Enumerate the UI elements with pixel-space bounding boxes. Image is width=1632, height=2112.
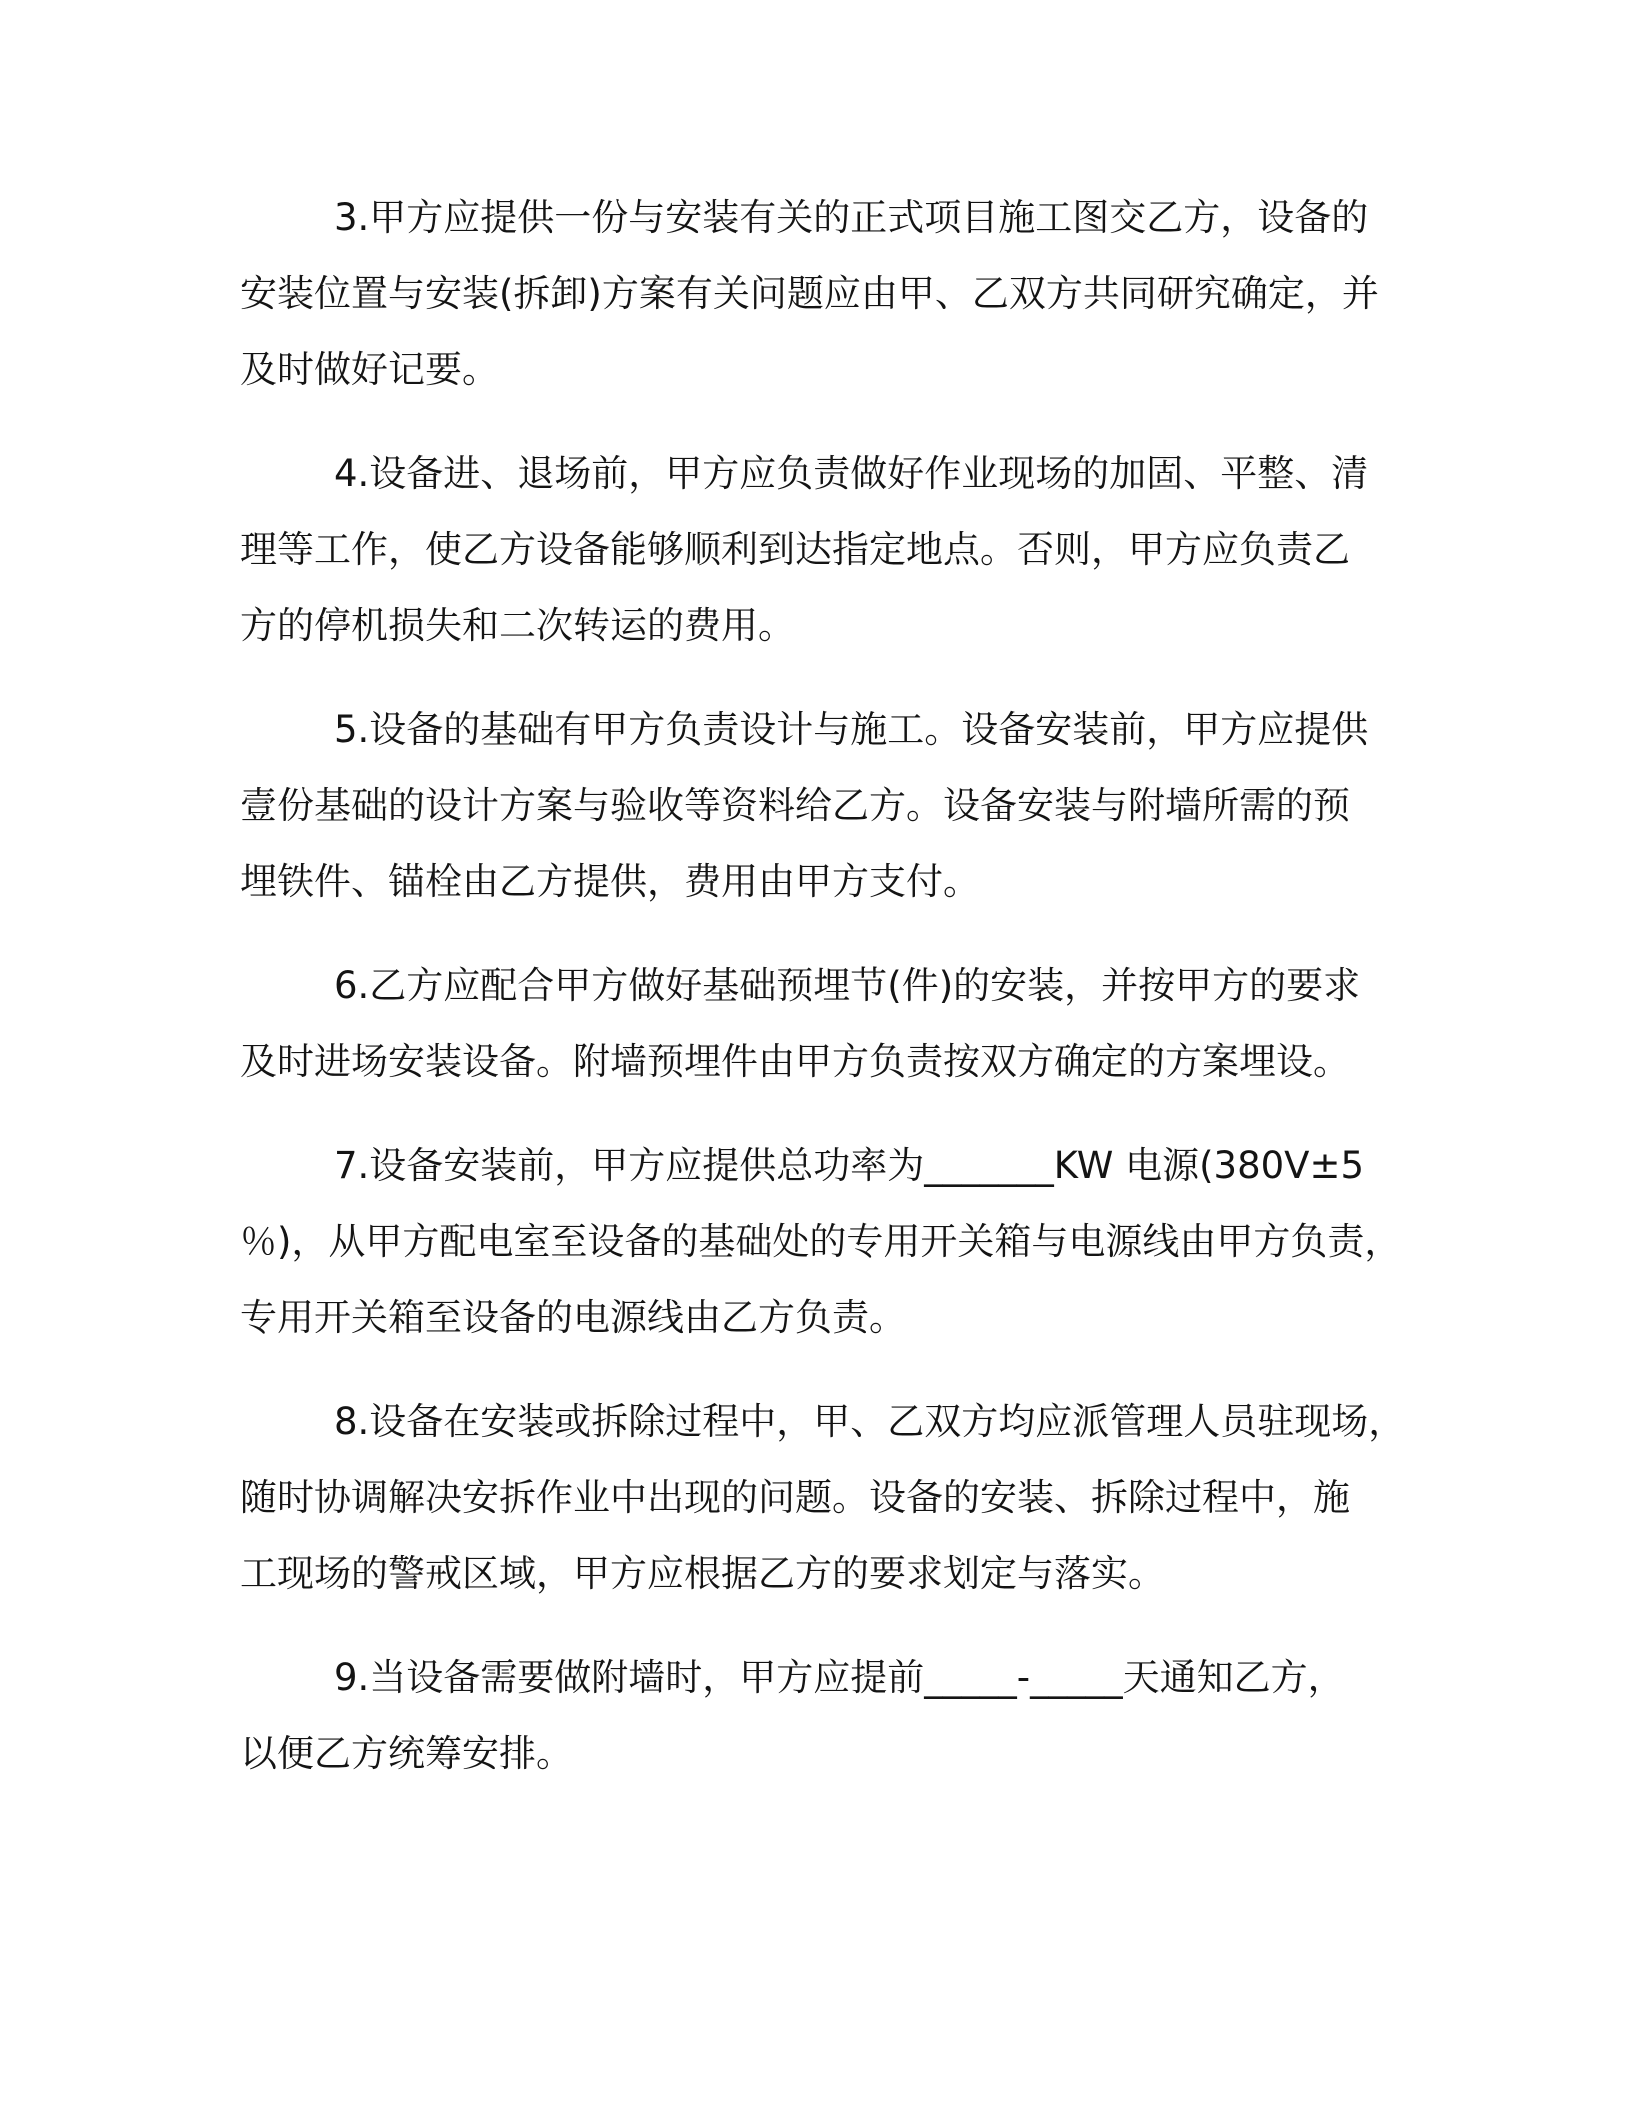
paragraph-line: 及时做好记要。	[240, 348, 499, 391]
paragraph-line: 专用开关箱至设备的电源线由乙方负责。	[240, 1296, 906, 1339]
paragraph-line: 壹份基础的设计方案与验收等资料给乙方。设备安装与附墙所需的预	[240, 784, 1350, 827]
clause-3-paragraph	[240, 180, 1400, 408]
paragraph-line: 埋铁件、锚栓由乙方提供，费用由甲方支付。	[240, 860, 980, 903]
paragraph-line: 9.当设备需要做附墙时，甲方应提前_____-_____天通知乙方，	[334, 1656, 1345, 1699]
clause-4-paragraph	[240, 436, 1400, 664]
paragraph-line: 及时进场安装设备。附墙预埋件由甲方负责按双方确定的方案埋设。	[240, 1040, 1350, 1083]
paragraph-line: 3.甲方应提供一份与安装有关的正式项目施工图交乙方，设备的	[334, 196, 1369, 239]
clause-9-paragraph	[240, 1640, 1400, 1792]
clause-8-paragraph	[240, 1384, 1406, 1612]
paragraph-line: 随时协调解决安拆作业中出现的问题。设备的安装、拆除过程中，施	[240, 1476, 1350, 1519]
clause-5-paragraph	[240, 692, 1400, 920]
paragraph-line: 安装位置与安装(拆卸)方案有关问题应由甲、乙双方共同研究确定，并	[240, 272, 1379, 315]
paragraph-line: 4.设备进、退场前，甲方应负责做好作业现场的加固、平整、清	[334, 452, 1369, 495]
paragraph-line: 以便乙方统筹安排。	[240, 1732, 573, 1775]
paragraph-line: 8.设备在安装或拆除过程中，甲、乙双方均应派管理人员驻现场，	[334, 1400, 1406, 1443]
paragraph-line: 工现场的警戒区域，甲方应根据乙方的要求划定与落实。	[240, 1552, 1165, 1595]
paragraph-line: ％)，从甲方配电室至设备的基础处的专用开关箱与电源线由甲方负责，	[240, 1220, 1402, 1263]
clause-6-paragraph	[240, 948, 1400, 1100]
paragraph-line: 5.设备的基础有甲方负责设计与施工。设备安装前，甲方应提供	[334, 708, 1369, 751]
paragraph-line: 方的停机损失和二次转运的费用。	[240, 604, 795, 647]
paragraph-line: 6.乙方应配合甲方做好基础预埋节(件)的安装，并按甲方的要求	[334, 964, 1361, 1007]
clause-7-paragraph	[240, 1128, 1400, 1356]
paragraph-line: 7.设备安装前，甲方应提供总功率为_______KW 电源(380V±5	[334, 1144, 1365, 1187]
paragraph-line: 理等工作，使乙方设备能够顺利到达指定地点。否则，甲方应负责乙	[240, 528, 1350, 571]
